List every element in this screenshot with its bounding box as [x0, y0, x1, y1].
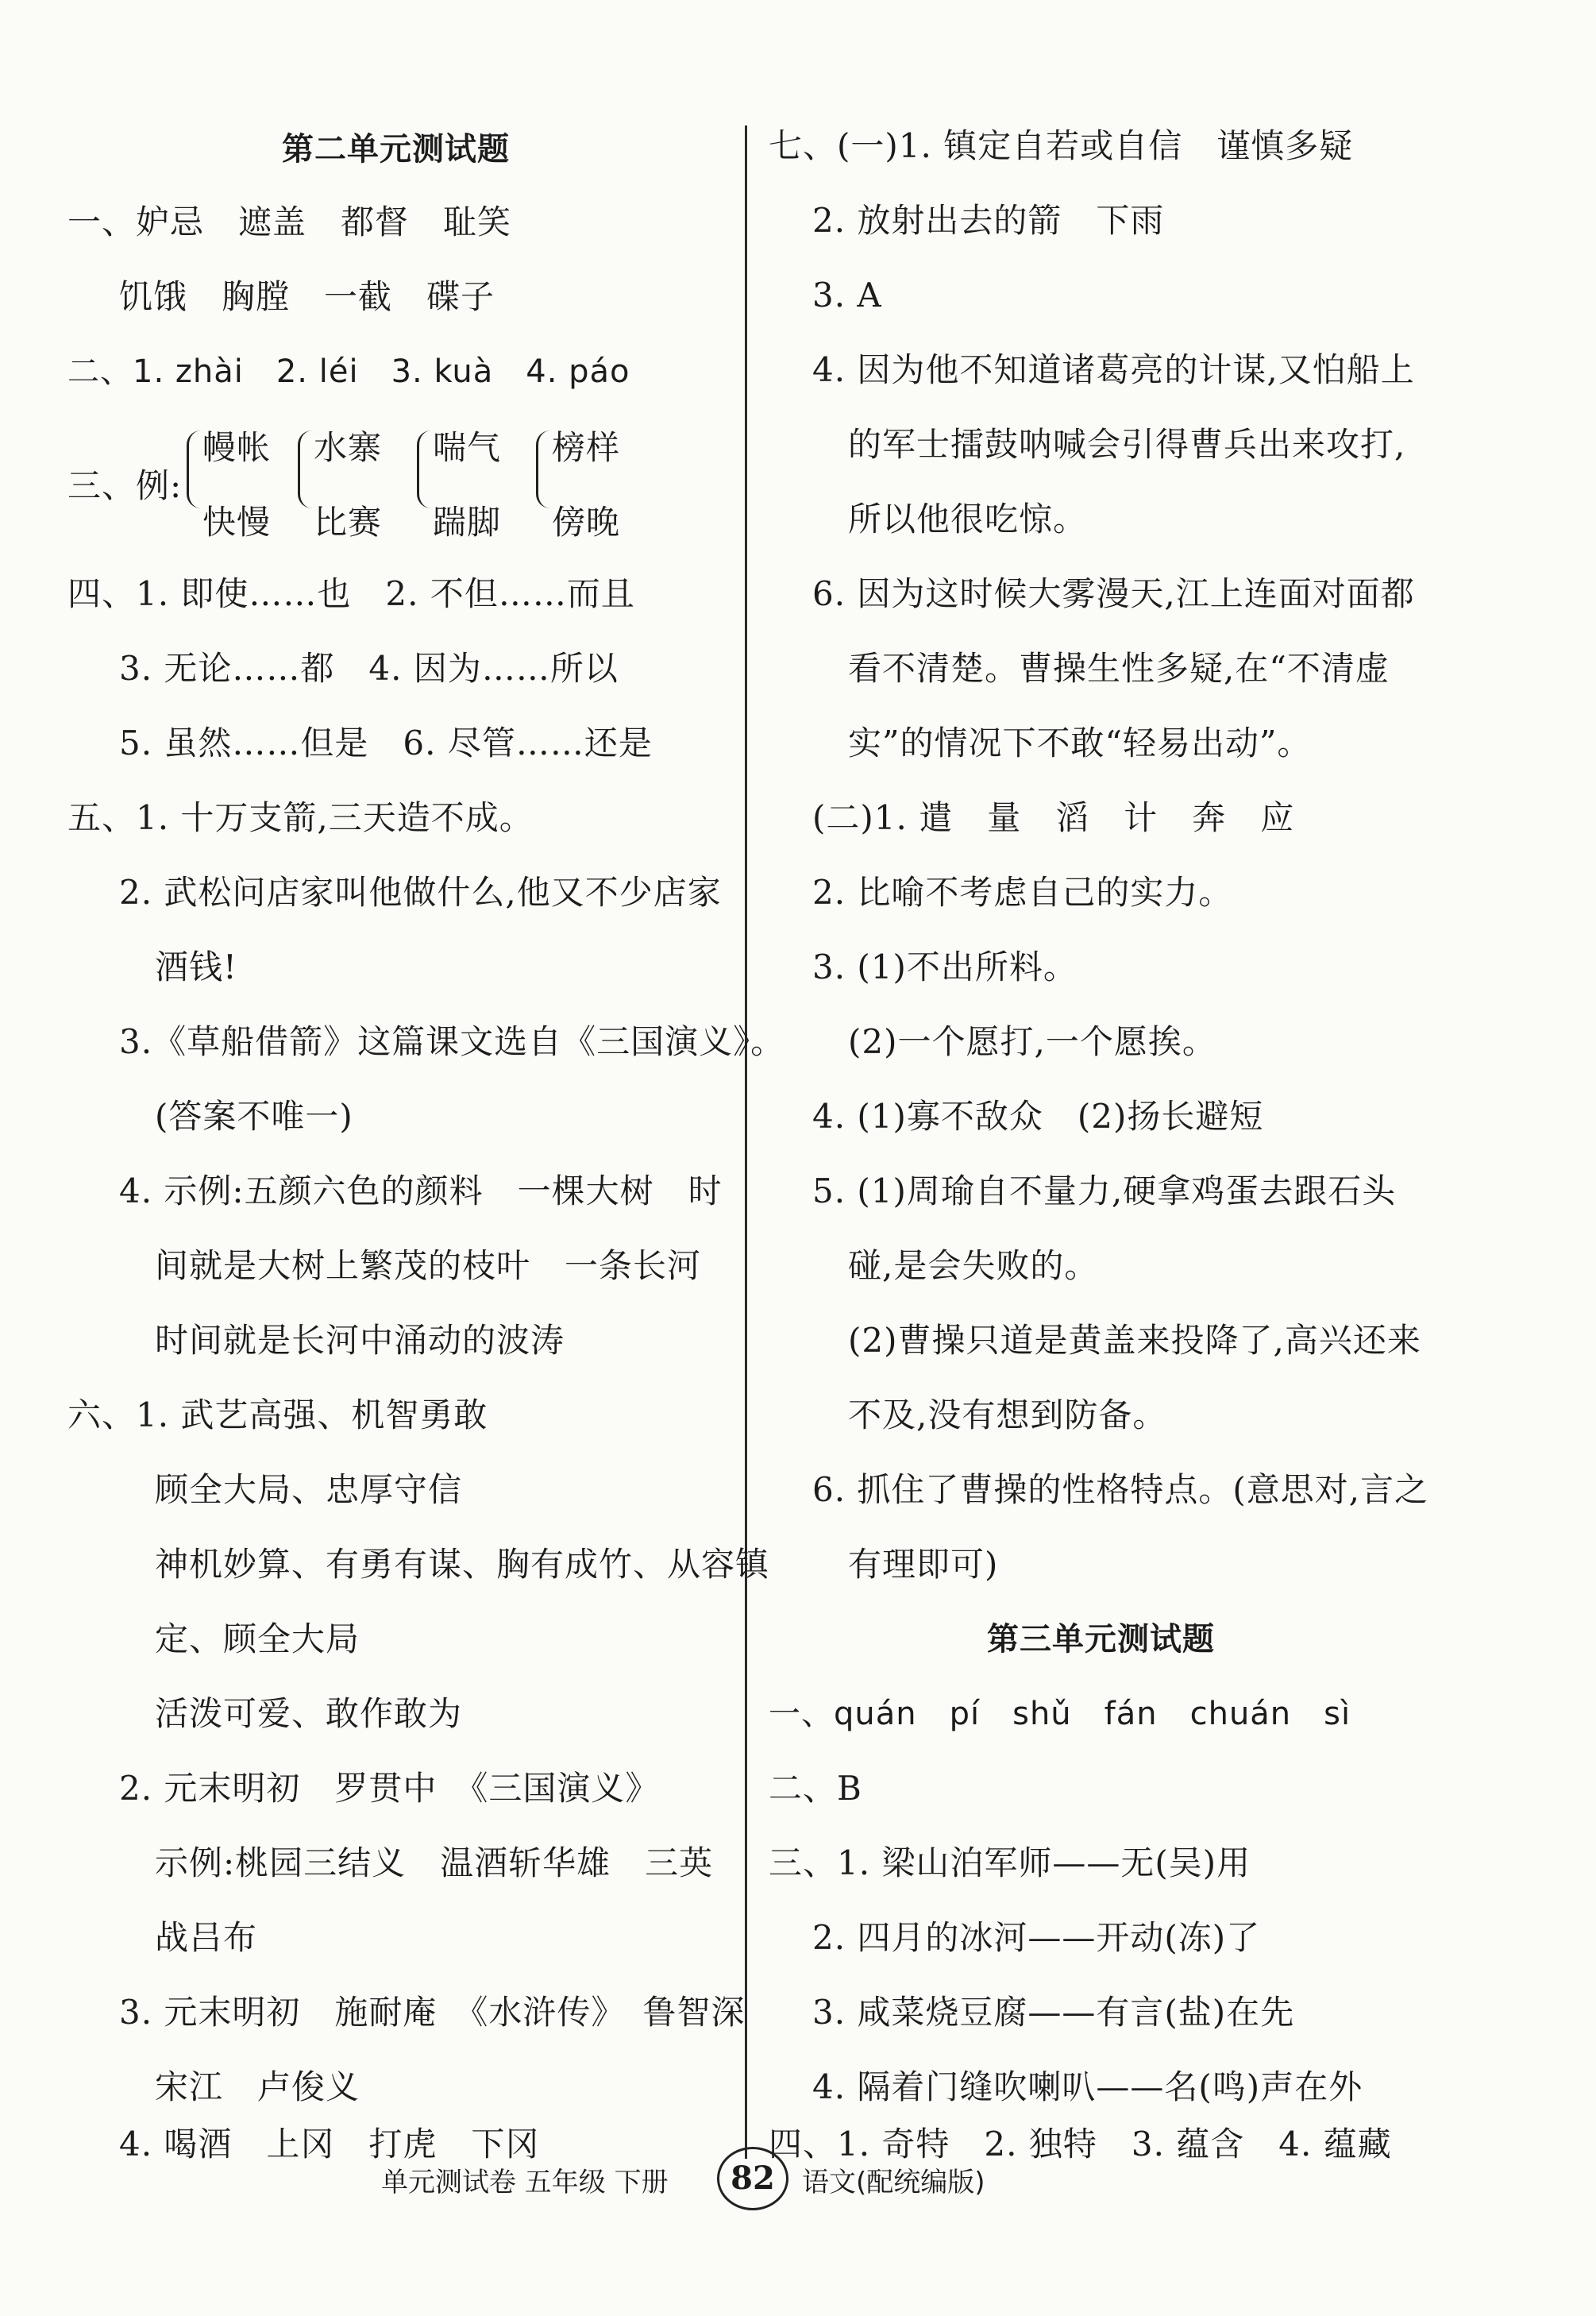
s3-label: 三、例: [67, 466, 183, 505]
answer-line: 2. 元末明初 罗贯中 《三国演义》 [119, 1769, 660, 1808]
answer-line: 酒钱! [155, 948, 237, 986]
answer-line: 战吕布 [155, 1918, 258, 1957]
answer-line: 2. 四月的冰河——开动(冻)了 [812, 1918, 1261, 1957]
answer-line: 示例:桃园三结义 温酒斩华雄 三英 [155, 1843, 714, 1882]
pair-word: 水寨 [314, 428, 383, 467]
answer-line: 碰,是会失败的。 [848, 1246, 1099, 1285]
answer-line: 6. 因为这时候大雾漫天,江上连面对面都 [812, 574, 1415, 613]
answer-line: 七、(一)1. 镇定自若或自信 谨慎多疑 [769, 126, 1354, 165]
answer-line: 3. 无论……都 4. 因为……所以 [119, 649, 619, 688]
footer-book-info: 单元测试卷 五年级 下册 [381, 2167, 669, 2198]
answer-line: 有理即可) [848, 1545, 999, 1584]
answer-line: 的军士擂鼓呐喊会引得曹兵出来攻打, [848, 425, 1406, 464]
answer-line: 三、1. 梁山泊军师——无(吴)用 [769, 1843, 1251, 1882]
pair-word: 比赛 [314, 503, 383, 542]
answer-line: 4. 示例:五颜六色的颜料 一棵大树 时 [119, 1172, 723, 1210]
answer-line: 宋江 卢俊义 [155, 2067, 360, 2106]
pair-word: 榜样 [552, 428, 621, 467]
answer-line: (2)曹操只道是黄盖来投降了,高兴还来 [848, 1321, 1421, 1360]
column-divider [745, 125, 747, 2159]
answer-line: (二)1. 遣 量 滔 计 奔 应 [812, 798, 1295, 837]
answer-line: 四、1. 即使……也 2. 不但……而且 [67, 574, 635, 613]
answer-line: 六、1. 武艺高强、机智勇敢 [67, 1395, 488, 1434]
answer-line: 五、1. 十万支箭,三天造不成。 [67, 798, 534, 837]
answer-line: 2. 比喻不考虑自己的实力。 [812, 873, 1233, 912]
answer-line: 4. 隔着门缝吹喇叭——名(鸣)声在外 [812, 2067, 1363, 2106]
answer-line: (答案不唯一) [155, 1097, 353, 1136]
answer-line: 活泼可爱、敢作敢为 [155, 1694, 463, 1733]
answer-line: 时间就是长河中涌动的波涛 [155, 1321, 565, 1360]
answer-line: 3. A [812, 276, 882, 315]
answer-line: 3. (1)不出所料。 [812, 948, 1077, 986]
answer-line: 一、妒忌 遮盖 都督 耻笑 [67, 203, 512, 241]
answer-line: 顾全大局、忠厚守信 [155, 1470, 463, 1509]
pair-word: 幔帐 [202, 428, 272, 467]
pair-word: 快慢 [202, 503, 272, 542]
answer-line: 6. 抓住了曹操的性格特点。(意思对,言之 [812, 1470, 1429, 1509]
answer-line: 3. 元末明初 施耐庵 《水浒传》 鲁智深 [119, 1993, 746, 2032]
pair-word: 傍晚 [552, 503, 621, 542]
answer-line: 不及,没有想到防备。 [848, 1395, 1167, 1434]
answer-line: 四、1. 奇特 2. 独特 3. 蕴含 4. 蕴藏 [769, 2125, 1392, 2164]
answer-line: 4. (1)寡不敌众 (2)扬长避短 [812, 1097, 1264, 1136]
answer-line: 5. (1)周瑜自不量力,硬拿鸡蛋去跟石头 [812, 1172, 1397, 1210]
footer-subject: 语文(配统编版) [802, 2167, 985, 2198]
answer-line: 二、1. zhài 2. léi 3. kuà 4. páo [67, 353, 630, 390]
answer-line: (2)一个愿打,一个愿挨。 [848, 1022, 1216, 1061]
answer-line: 定、顾全大局 [155, 1619, 360, 1658]
answer-line: 二、B [769, 1769, 862, 1808]
answer-line: 4. 喝酒 上冈 打虎 下冈 [119, 2125, 540, 2164]
answer-line: 2. 放射出去的箭 下雨 [812, 201, 1165, 240]
answer-line: 实”的情况下不敢“轻易出动”。 [848, 724, 1312, 762]
pair-word: 喘气 [433, 428, 502, 467]
answer-line: 间就是大树上繁茂的枝叶 一条长河 [155, 1246, 702, 1285]
unit2-title: 第二单元测试题 [282, 131, 510, 168]
answer-line: 4. 因为他不知道诸葛亮的计谋,又怕船上 [812, 350, 1415, 389]
answer-line: 5. 虽然……但是 6. 尽管……还是 [119, 724, 653, 762]
answer-line: 2. 武松问店家叫他做什么,他又不少店家 [119, 873, 722, 912]
answer-line: 所以他很吃惊。 [848, 500, 1088, 538]
unit3-title: 第三单元测试题 [987, 1621, 1215, 1658]
answer-line: 饥饿 胸膛 一截 碟子 [119, 277, 495, 316]
answer-line: 一、quán pí shǔ fán chuán sì [769, 1696, 1351, 1732]
answer-line: 神机妙算、有勇有谋、胸有成竹、从容镇 [155, 1545, 770, 1584]
answer-line: 3.《草船借箭》这篇课文选自《三国演义》。 [119, 1022, 785, 1061]
answer-line: 3. 咸菜烧豆腐——有言(盐)在先 [812, 1993, 1295, 2032]
pair-word: 踹脚 [433, 503, 502, 542]
answer-line: 看不清楚。曹操生性多疑,在“不清虚 [848, 649, 1390, 688]
page-number: 82 [717, 2147, 788, 2210]
